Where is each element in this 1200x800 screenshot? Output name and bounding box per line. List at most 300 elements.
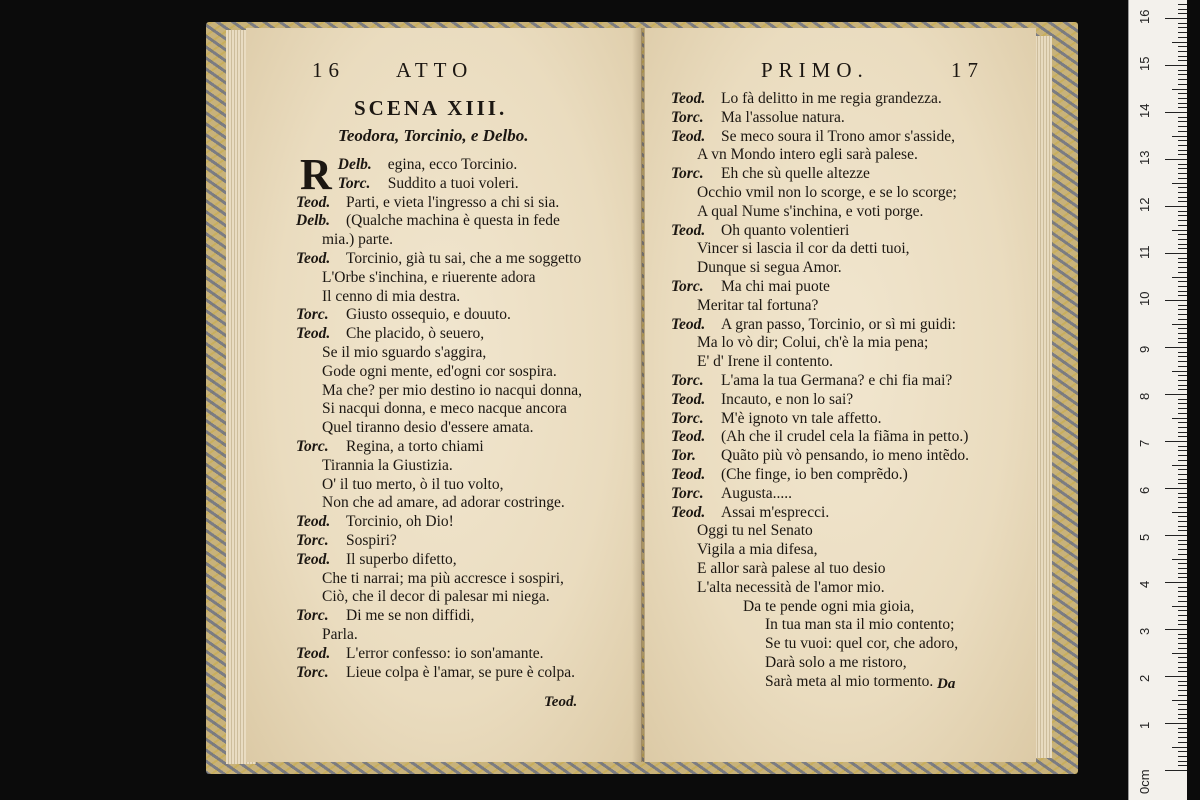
text-line	[296, 175, 636, 194]
speaker-label: Teod.	[296, 513, 331, 531]
drop-cap: R	[300, 150, 332, 199]
text-line	[296, 212, 636, 231]
line-text: M'è ignoto vn tale affetto.	[721, 409, 882, 427]
line-text: Darà solo a me ristoro,	[765, 653, 907, 671]
ruler-tick	[1178, 211, 1187, 212]
ruler-tick	[1178, 422, 1187, 423]
ruler-tick	[1178, 366, 1187, 367]
ruler-tick	[1178, 690, 1187, 691]
ruler-tick	[1178, 573, 1187, 574]
text-line	[296, 457, 636, 476]
line-text: L'error confesso: io son'amante.	[346, 644, 544, 662]
speaker-label: Teod.	[671, 221, 706, 239]
speaker-label: Teod.	[671, 390, 706, 408]
line-text: O' il tuo merto, ò il tuo volto,	[322, 475, 504, 493]
ruler-tick	[1178, 742, 1187, 743]
speaker-label: Delb.	[337, 156, 372, 173]
text-line	[671, 165, 1031, 184]
ruler-tick	[1178, 530, 1187, 531]
left-page	[246, 28, 642, 762]
text-line	[296, 269, 636, 288]
line-text: Che ti narrai; ma più accresce i sospiri,	[322, 569, 564, 587]
line-text: (Qualche machina è questa in fede	[346, 212, 560, 230]
ruler-tick	[1178, 281, 1187, 282]
ruler-tick	[1178, 455, 1187, 456]
text-line	[671, 353, 1031, 372]
text-line	[296, 288, 636, 307]
text-line	[671, 447, 1031, 466]
text-line	[296, 664, 636, 683]
ruler-tick	[1178, 234, 1187, 235]
ruler-label: 5	[1137, 533, 1152, 541]
speaker-label: Teod.	[671, 127, 706, 145]
ruler-tick	[1178, 375, 1187, 376]
line-text: Ma chi mai puote	[721, 277, 830, 295]
ruler-label: 10	[1137, 291, 1152, 306]
text-line	[296, 551, 636, 570]
ruler-tick	[1178, 51, 1187, 52]
ruler-tick	[1165, 347, 1187, 348]
ruler-tick	[1172, 606, 1187, 607]
text-line	[671, 109, 1031, 128]
ruler-tick	[1178, 610, 1187, 611]
ruler-tick	[1172, 89, 1187, 90]
speaker-label: Teod.	[296, 325, 331, 343]
text-line	[671, 466, 1031, 485]
ruler-tick	[1178, 60, 1187, 61]
text-line	[296, 476, 636, 495]
ruler-label: 4	[1137, 580, 1152, 588]
ruler-tick	[1178, 32, 1187, 33]
ruler-tick	[1178, 450, 1187, 451]
left-catchword: Teod.	[544, 694, 578, 710]
text-line	[671, 316, 1031, 335]
ruler-tick	[1172, 418, 1187, 419]
ruler-tick	[1178, 244, 1187, 245]
line-text: Dunque si segua Amor.	[697, 259, 842, 277]
line-text: Ma l'assolue natura.	[721, 108, 845, 126]
ruler-tick	[1178, 239, 1187, 240]
text-line	[671, 297, 1031, 316]
ruler-tick	[1178, 173, 1187, 174]
ruler-tick	[1178, 319, 1187, 320]
ruler-tick	[1178, 79, 1187, 80]
ruler-tick	[1178, 620, 1187, 621]
right-page	[644, 28, 1036, 762]
ruler-tick	[1178, 70, 1187, 71]
text-line	[296, 194, 636, 213]
ruler-tick	[1178, 408, 1187, 409]
ruler-tick	[1178, 474, 1187, 475]
ruler-label: 7	[1137, 439, 1152, 447]
line-text: In tua man sta il mio contento;	[765, 616, 955, 634]
ruler-tick	[1178, 446, 1187, 447]
line-text: Meritar tal fortuna?	[697, 296, 819, 314]
line-text: mia.) parte.	[322, 231, 394, 249]
ruler-tick	[1172, 512, 1187, 513]
ruler-tick	[1178, 215, 1187, 216]
speaker-label: Teod.	[671, 428, 706, 446]
ruler-tick	[1178, 150, 1187, 151]
ruler-tick	[1165, 159, 1187, 160]
line-text: Regina, a torto chiami	[346, 437, 484, 455]
ruler-tick	[1178, 427, 1187, 428]
ruler-tick	[1178, 37, 1187, 38]
line-text: L'Orbe s'inchina, e riuerente adora	[322, 268, 536, 286]
ruler-label: 15	[1137, 56, 1152, 71]
line-text: Di me se non diffidi,	[346, 607, 475, 625]
ruler-tick	[1178, 648, 1187, 649]
ruler-tick	[1178, 84, 1187, 85]
ruler-tick	[1178, 667, 1187, 668]
text-line	[671, 203, 1031, 222]
ruler-tick	[1178, 704, 1187, 705]
text-line	[296, 344, 636, 363]
ruler-tick	[1172, 371, 1187, 372]
ruler-tick	[1172, 700, 1187, 701]
text-line	[671, 428, 1031, 447]
text-line	[296, 626, 636, 645]
ruler-tick	[1178, 526, 1187, 527]
line-text: E' d' Irene il contento.	[697, 353, 833, 371]
ruler-tick	[1165, 112, 1187, 113]
ruler-tick	[1178, 352, 1187, 353]
right-catchword: Da	[937, 676, 956, 692]
ruler-tick	[1178, 568, 1187, 569]
text-line	[296, 419, 636, 438]
text-line	[671, 222, 1031, 241]
text-line	[671, 616, 1031, 635]
line-text: Incauto, e non lo sai?	[721, 390, 854, 408]
ruler-tick	[1178, 638, 1187, 639]
ruler-tick	[1165, 770, 1187, 771]
right-page-number: 17	[951, 58, 984, 82]
line-text: Si nacqui donna, e meco nacque ancora	[322, 400, 567, 418]
ruler-tick	[1178, 544, 1187, 545]
line-text: egina, ecco Torcinio.	[387, 156, 518, 173]
ruler-tick	[1178, 27, 1187, 28]
text-line	[671, 579, 1031, 598]
line-text: Ciò, che il decor di palesar mi niega.	[322, 588, 550, 606]
ruler-label: 11	[1137, 245, 1152, 259]
ruler-tick	[1172, 42, 1187, 43]
ruler-tick	[1178, 248, 1187, 249]
ruler-tick	[1178, 507, 1187, 508]
ruler-tick	[1178, 333, 1187, 334]
text-line	[671, 278, 1031, 297]
speaker-label: Tor.	[671, 447, 696, 465]
line-text: (Ah che il crudel cela la fiãma in petto.)	[721, 428, 969, 446]
ruler-tick	[1172, 230, 1187, 231]
ruler-tick	[1178, 634, 1187, 635]
ruler-tick	[1178, 309, 1187, 310]
text-line	[671, 334, 1031, 353]
line-text: Ma che? per mio destino io nacqui donna,	[322, 381, 582, 399]
text-line	[296, 250, 636, 269]
ruler-tick	[1172, 277, 1187, 278]
line-text: Oh quanto volentieri	[721, 221, 850, 239]
speaker-label: Torc.	[671, 277, 704, 295]
text-line	[671, 410, 1031, 429]
ruler-tick	[1178, 145, 1187, 146]
speaker-label: Torc.	[296, 437, 329, 455]
ruler-label: 9	[1137, 345, 1152, 353]
line-text: Il superbo difetto,	[346, 550, 457, 568]
ruler-tick	[1178, 493, 1187, 494]
text-line	[296, 570, 636, 589]
ruler-label: 14	[1137, 103, 1152, 118]
line-text: Augusta.....	[721, 484, 793, 502]
speaker-label: Teod.	[296, 249, 331, 267]
line-text: (Che finge, io ben comprẽdo.)	[721, 465, 908, 483]
text-line	[296, 306, 636, 325]
ruler-tick	[1178, 765, 1187, 766]
speaker-label: Torc.	[296, 531, 329, 549]
speaker-label: Torc.	[671, 165, 704, 183]
text-line	[671, 184, 1031, 203]
line-text: Se tu vuoi: quel cor, che adoro,	[765, 635, 959, 653]
ruler-tick	[1178, 403, 1187, 404]
ruler-tick	[1172, 136, 1187, 137]
ruler-tick	[1178, 258, 1187, 259]
ruler-tick	[1178, 643, 1187, 644]
speaker-label: Torc.	[671, 409, 704, 427]
text-line	[671, 485, 1031, 504]
text-line	[671, 128, 1031, 147]
line-text: Torcinio, già tu sai, che a me soggetto	[346, 249, 582, 267]
ruler-tick	[1178, 295, 1187, 296]
ruler-tick	[1178, 732, 1187, 733]
ruler-tick	[1178, 338, 1187, 339]
ruler-tick	[1178, 479, 1187, 480]
left-running-head: ATTO	[396, 58, 474, 82]
line-text: Quãto più vò pensando, io meno intẽdo.	[721, 447, 969, 465]
ruler-label: 3	[1137, 627, 1152, 635]
ruler-tick	[1178, 615, 1187, 616]
text-line	[671, 146, 1031, 165]
ruler-tick	[1165, 394, 1187, 395]
ruler-tick	[1178, 399, 1187, 400]
ruler-tick	[1178, 13, 1187, 14]
ruler-label: 12	[1137, 197, 1152, 212]
text-line	[296, 494, 636, 513]
line-text: Se meco soura il Trono amor s'asside,	[721, 127, 955, 145]
text-line	[671, 90, 1031, 109]
speaker-label: Torc.	[296, 607, 329, 625]
ruler-tick	[1178, 9, 1187, 10]
line-text: A vn Mondo intero egli sarà palese.	[697, 146, 918, 164]
speaker-label: Torc.	[671, 371, 704, 389]
speaker-label: Teod.	[671, 465, 706, 483]
ruler-tick	[1172, 465, 1187, 466]
ruler-tick	[1178, 342, 1187, 343]
ruler-tick	[1178, 192, 1187, 193]
text-line	[296, 607, 636, 626]
line-text: Quel tiranno desio d'essere amata.	[322, 419, 534, 437]
ruler-label: 6	[1137, 486, 1152, 494]
ruler-label: 16	[1137, 9, 1152, 24]
right-running-head: PRIMO.	[761, 58, 869, 82]
ruler-tick	[1178, 596, 1187, 597]
ruler-tick	[1178, 718, 1187, 719]
text-line	[296, 645, 636, 664]
speaker-label: Delb.	[296, 212, 331, 230]
ruler-tick	[1178, 714, 1187, 715]
ruler-tick	[1178, 187, 1187, 188]
ruler-tick	[1178, 140, 1187, 141]
ruler-tick	[1178, 201, 1187, 202]
line-text: A qual Nume s'inchina, e voti porge.	[697, 202, 924, 220]
scene-title: SCENA XIII.	[354, 96, 508, 120]
ruler-tick	[1178, 178, 1187, 179]
ruler-tick	[1178, 380, 1187, 381]
line-text: Sarà meta al mio tormento.	[765, 672, 934, 690]
ruler-tick	[1178, 436, 1187, 437]
ruler-tick	[1178, 657, 1187, 658]
ruler-tick	[1178, 126, 1187, 127]
line-text: Vigila a mia difesa,	[697, 541, 818, 559]
ruler-tick	[1178, 220, 1187, 221]
ruler-tick	[1178, 521, 1187, 522]
line-text: Eh che sù quelle altezze	[721, 165, 870, 183]
text-line	[671, 560, 1031, 579]
line-text: Oggi tu nel Senato	[697, 522, 813, 540]
ruler-label: 2	[1137, 674, 1152, 682]
speaker-label: Teod.	[671, 503, 706, 521]
ruler-tick	[1178, 469, 1187, 470]
ruler-tick	[1178, 587, 1187, 588]
ruler-tick	[1178, 262, 1187, 263]
ruler-tick	[1172, 747, 1187, 748]
ruler-tick	[1178, 554, 1187, 555]
ruler-tick	[1165, 723, 1187, 724]
ruler-tick	[1165, 65, 1187, 66]
line-text: Torcinio, oh Dio!	[346, 513, 454, 531]
line-text: Se il mio sguardo s'aggira,	[322, 343, 487, 361]
line-text: Il cenno di mia destra.	[322, 287, 461, 305]
text-line	[296, 382, 636, 401]
ruler-tick	[1178, 601, 1187, 602]
text-line	[296, 588, 636, 607]
ruler-tick	[1165, 253, 1187, 254]
ruler-tick	[1165, 488, 1187, 489]
speaker-label: Torc.	[671, 108, 704, 126]
ruler-tick	[1165, 582, 1187, 583]
speaker-label: Teod.	[671, 90, 706, 107]
ruler-tick	[1178, 737, 1187, 738]
ruler-tick	[1178, 685, 1187, 686]
ruler-tick	[1178, 98, 1187, 99]
text-line	[671, 673, 1031, 692]
ruler-tick	[1178, 103, 1187, 104]
ruler-tick	[1172, 183, 1187, 184]
ruler-tick	[1172, 653, 1187, 654]
ruler-tick	[1178, 549, 1187, 550]
line-text: E allor sarà palese al tuo desio	[697, 559, 886, 577]
ruler-tick	[1178, 46, 1187, 47]
text-line	[296, 513, 636, 532]
ruler-tick	[1178, 728, 1187, 729]
line-text: Tirannia la Giustizia.	[322, 456, 453, 474]
ruler-tick	[1178, 272, 1187, 273]
line-text: L'ama la tua Germana? e chi fia mai?	[721, 371, 953, 389]
ruler-tick	[1178, 356, 1187, 357]
text-line	[296, 400, 636, 419]
ruler-tick	[1178, 662, 1187, 663]
ruler-tick	[1178, 328, 1187, 329]
speaker-label: Torc.	[296, 663, 329, 681]
ruler-tick	[1172, 324, 1187, 325]
line-text: Suddito a tuoi voleri.	[387, 174, 519, 192]
ruler-tick	[1178, 624, 1187, 625]
ruler-tick	[1178, 681, 1187, 682]
ruler-tick	[1178, 502, 1187, 503]
ruler-tick	[1178, 74, 1187, 75]
speaker-label: Teod.	[296, 644, 331, 662]
ruler-tick	[1178, 516, 1187, 517]
ruler-tick	[1178, 761, 1187, 762]
line-text: Non che ad amare, ad adorar costringe.	[322, 494, 565, 512]
line-text: Giusto ossequio, e douuto.	[346, 306, 511, 324]
speaker-label: Teod.	[296, 193, 331, 211]
line-text: Che placido, ò seuero,	[346, 325, 485, 343]
ruler-tick	[1178, 432, 1187, 433]
ruler-tick	[1178, 389, 1187, 390]
ruler-tick	[1178, 460, 1187, 461]
line-text: L'alta necessità de l'amor mio.	[697, 578, 885, 596]
ruler-label: 1	[1137, 721, 1152, 729]
ruler-tick	[1165, 206, 1187, 207]
speaker-label: Teod.	[296, 550, 331, 568]
ruler-tick	[1178, 225, 1187, 226]
ruler-tick	[1165, 535, 1187, 536]
ruler-tick	[1178, 483, 1187, 484]
text-line	[671, 635, 1031, 654]
ruler-tick	[1165, 629, 1187, 630]
text-line	[671, 259, 1031, 278]
right-text-block	[671, 90, 1031, 692]
line-text: Gode ogni mente, ed'ogni cor sospira.	[322, 362, 557, 380]
line-text: A gran passo, Torcinio, or sì mi guidi:	[721, 315, 956, 333]
text-line	[671, 391, 1031, 410]
line-text: Lo fà delitto in me regia grandezza.	[721, 90, 942, 107]
scene-persons: Teodora, Torcinio, e Delbo.	[338, 126, 529, 145]
ruler-tick	[1178, 197, 1187, 198]
ruler-tick	[1178, 117, 1187, 118]
text-line	[296, 363, 636, 382]
text-line	[296, 532, 636, 551]
ruler-tick	[1178, 671, 1187, 672]
line-text: Assai m'esprессi.	[721, 503, 830, 521]
ruler-tick	[1178, 121, 1187, 122]
ruler-label: 13	[1137, 150, 1152, 165]
ruler-tick	[1178, 756, 1187, 757]
text-line	[671, 654, 1031, 673]
text-line	[671, 504, 1031, 523]
ruler-tick	[1178, 4, 1187, 5]
line-text: Parti, e vieta l'ingresso a chi si sia.	[346, 193, 560, 211]
ruler-tick	[1178, 751, 1187, 752]
ruler-tick	[1165, 300, 1187, 301]
ruler-tick	[1178, 286, 1187, 287]
ruler-tick	[1178, 164, 1187, 165]
ruler-tick	[1178, 563, 1187, 564]
line-text: Da te pende ogni mia gioia,	[743, 597, 915, 615]
ruler-tick	[1178, 154, 1187, 155]
ruler-tick	[1178, 577, 1187, 578]
measurement-ruler	[1128, 0, 1187, 800]
ruler-tick	[1165, 441, 1187, 442]
